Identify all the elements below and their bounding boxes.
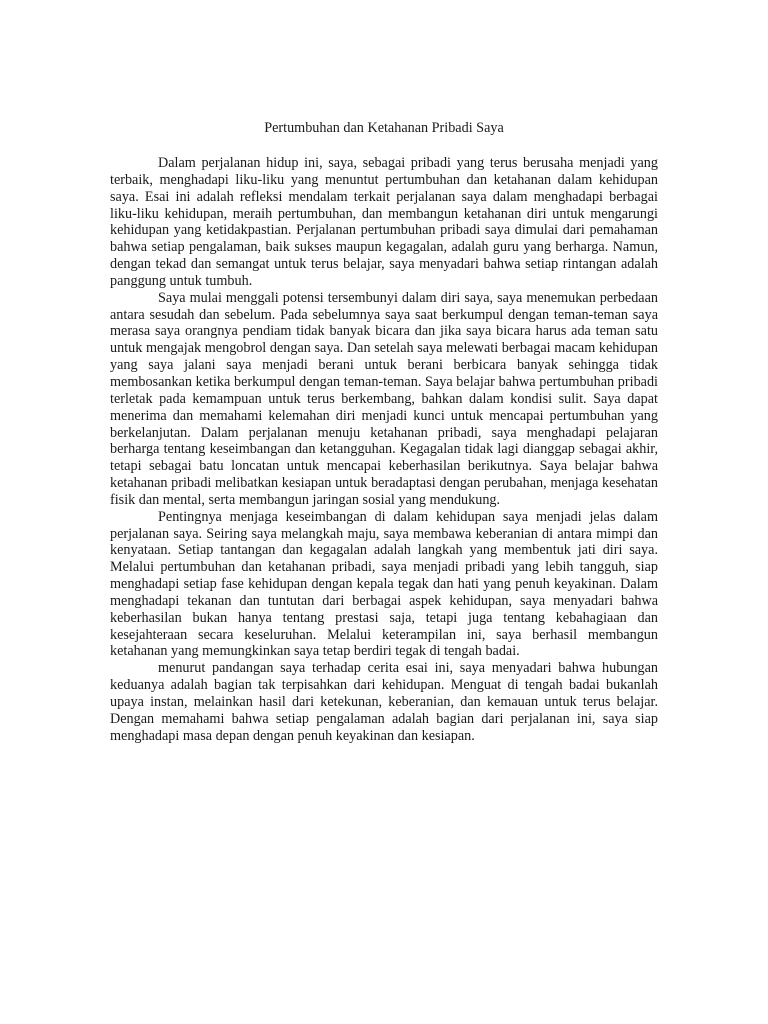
paragraph-3: Pentingnya menjaga keseimbangan di dalam kehidupan saya menjadi jelas dalam perjalanan saya. Seiring saya melangkah maju, saya membawa keberanian di antara mimpi dan kenyataan. Setiap tantangan dan kegagalan adalah langkah yang membentuk jati diri saya. Melalui pertumbuhan dan ketahanan pribadi, saya menjadi pribadi yang lebih tangguh, siap menghadapi setiap fase kehidupan dengan kepala tegak dan hati yang penuh keyakinan. Dalam menghadapi tekanan dan tuntutan dari berbagai aspek kehidupan, saya menyadari bahwa keberhasilan bukan hanya tentang prestasi saja, tetapi juga tentang kebahagiaan dan kesejahteraan secara keseluruhan. Melalui keterampilan ini, saya berhasil membangun ketahanan yang memungkinkan saya tetap berdiri tegak di tengah badai.	[110, 508, 658, 660]
paragraph-4: menurut pandangan saya terhadap cerita esai ini, saya menyadari bahwa hubungan keduanya adalah bagian tak terpisahkan dari kehidupan. Menguat di tengah badai bukanlah upaya instan, melainkan hasil dari ketekunan, keberanian, dan kemauan untuk terus belajar. Dengan memahami bahwa setiap pengalaman adalah bagian dari perjalanan ini, saya siap menghadapi masa depan dengan penuh keyakinan dan kesiapan.	[110, 660, 658, 744]
document-page	[110, 120, 658, 745]
paragraph-2: Saya mulai menggali potensi tersembunyi dalam diri saya, saya menemukan perbedaan antara sesudah dan sebelum. Pada sebelumnya saya saat berkumpul dengan teman-teman saya merasa saya orangnya pendiam tidak banyak bicara dan jika saya bicara harus ada teman satu untuk mengajak mengobrol dengan saya. Dan setelah saya melewati berbagai macam kehidupan yang saya jalani saya menjadi berani untuk berani berbicara banyak sehingga tidak membosankan ketika berkumpul dengan teman-teman. Saya belajar bahwa pertumbuhan pribadi terletak pada kemampuan untuk terus berkembang, bahkan dalam kondisi sulit. Saya dapat menerima dan memahami kelemahan diri menjadi kunci untuk mencapai pertumbuhan yang berkelanjutan. Dalam perjalanan menuju ketahanan pribadi, saya menghadapi pelajaran berharga tentang keseimbangan dan ketangguhan. Kegagalan tidak lagi dianggap sebagai akhir, tetapi sebagai batu loncatan untuk mencapai keberhasilan berikutnya. Saya belajar bahwa ketahanan pribadi melibatkan kesiapan untuk beradaptasi dengan perubahan, menjaga kesehatan fisik dan mental, serta membangun jaringan sosial yang mendukung.	[110, 289, 658, 508]
document-title: Pertumbuhan dan Ketahanan Pribadi Saya	[264, 120, 504, 136]
paragraph-1: Dalam perjalanan hidup ini, saya, sebagai pribadi yang terus berusaha menjadi yang terbaik, menghadapi liku-liku yang menuntut pertumbuhan dan ketahanan dalam kehidupan saya. Esai ini adalah refleksi mendalam terkait perjalanan saya dalam menghadapi berbagai liku-liku kehidupan, meraih pertumbuhan, dan membangun ketahanan diri untuk mengarungi kehidupan yang ketidakpastian. Perjalanan pertumbuhan pribadi saya dimulai dari pemahaman bahwa setiap pengalaman, baik sukses maupun kegagalan, adalah guru yang berharga. Namun, dengan tekad dan semangat untuk terus belajar, saya menyadari bahwa setiap rintangan adalah panggung untuk tumbuh.	[110, 155, 658, 289]
